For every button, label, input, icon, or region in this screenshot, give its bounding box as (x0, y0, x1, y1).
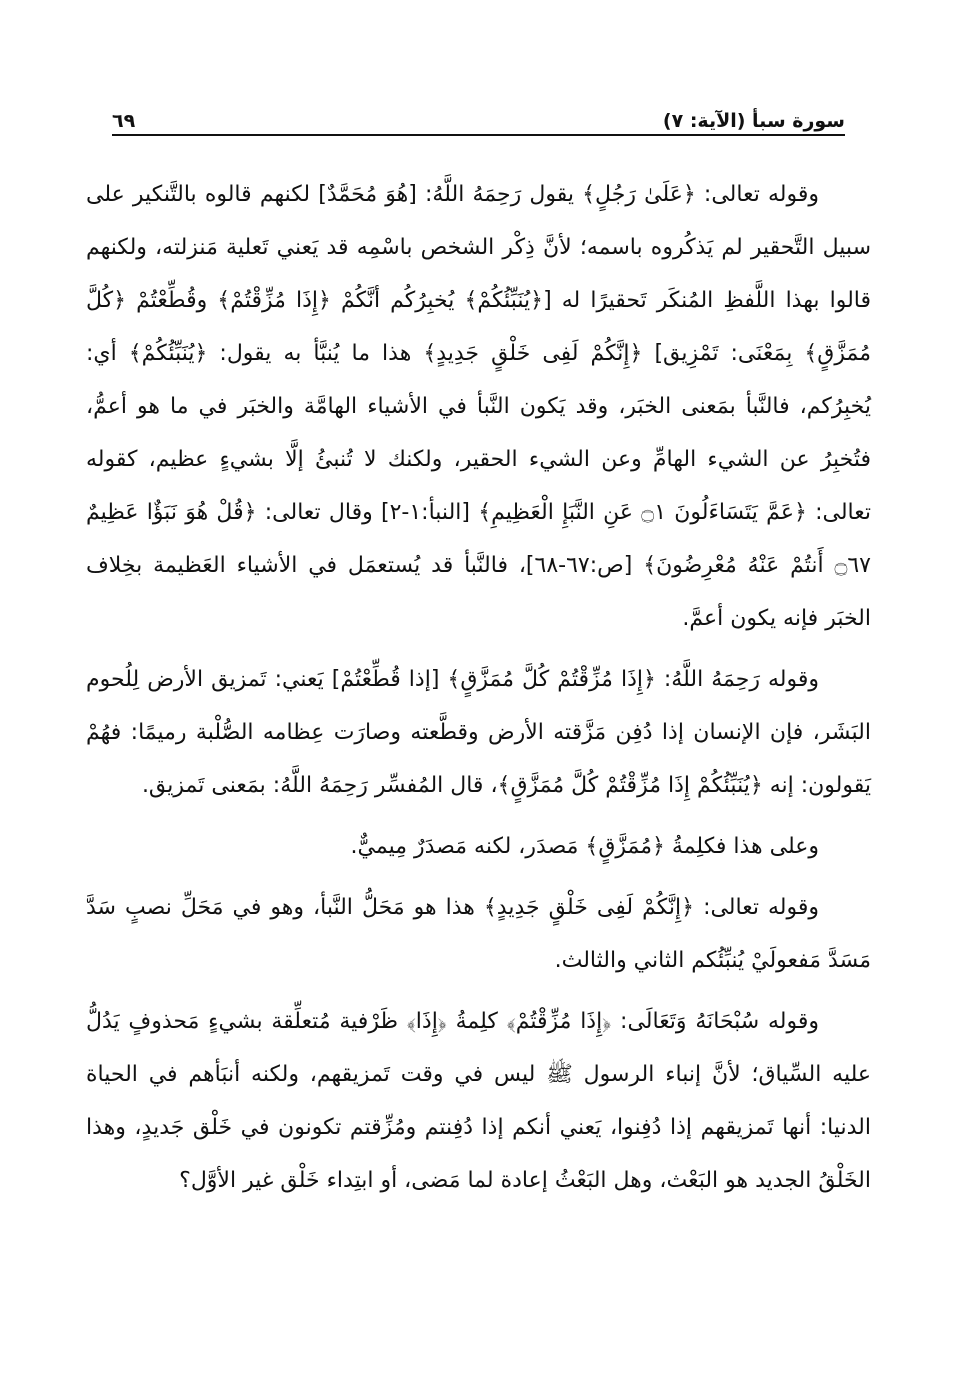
body-text (86, 168, 871, 1215)
surah-title: سورة سبأ (الآية: ٧) (662, 110, 845, 132)
paragraph: وقوله تعالى: ﴿إِنَّكُمْ لَفِى خَلْقٍ جَدِيدٍ﴾ هذا هو مَحَلُّ النَّبأ، وهو في مَحَلِّ نصبٍ سَدَّ مَسَدَّ مَفعولَيْ يُنبِّئُكم الثاني والثالث. (86, 895, 871, 973)
page-number: ٦٩ (112, 110, 136, 132)
running-head (112, 98, 845, 132)
paragraph: وقوله رَحِمَهُ اللَّهُ: ﴿إِذَا مُزِّقْتُمْ كُلَّ مُمَزَّقٍ﴾ [إذا قُطِّعْتُمْ] يَعني: تَمزيق الأرض لِلُحوم البَشَر، فإن الإنسان إذا دُفِن مَزَّقته الأرض وقطَّعته وصارَت عِظامه الصُّلْبة رميمًا: فهُمْ يَقولون: إنه ﴿يُنَبِّئُكُمْ إِذَا مُزِّقْتُمْ كُلَّ مُمَزَّقٍ﴾، قال المُفسِّر رَحِمَهُ اللَّهُ: بمَعنى تَمزيق. (86, 667, 871, 798)
paragraph: وعلى هذا فكلِمةُ ﴿مُمَزَّقٍ﴾ مَصدَر، لكنه مَصدَرٌ مِيميٌّ. (350, 834, 819, 859)
header-rule (112, 134, 845, 136)
paragraph: وقوله تعالى: ﴿عَلَىٰ رَجُلٍ﴾ يقول رَحِمَهُ اللَّهُ: [هُوَ مُحَمَّدٌ] لكنهم قالوه بالتَّنكير على سبيل التَّحقير لم يَذكُروه باسمه؛ لأنَّ ذِكْر الشخص باسْمِه قد يَعني تَعلية مَنزلته، ولكنهم قالوا بهذا اللَّفظِ المُنكَر تَحقيرًا له [﴿يُنَبِّئُكُمْ﴾ يُخبِرُكُم أنَّكُمْ ﴿إِذَا مُزِّقْتُمْ﴾ وقُطِّعْتُمْ ﴿كُلَّ مُمَزَّقٍ﴾ بِمَعْنَى: تَمْزِيق] ﴿إِنَّكُمْ لَفِى خَلْقٍ جَدِيدٍ﴾ هذا ما يُنبَّأ به يقول: ﴿يُنَبِّئُكُمْ﴾ أي: يُخبِرُكم، فالنَّبأ بمَعنى الخبَر، وقد يَكون النَّبأ في الأشياء الهامَّة والخبَر في ما هو أعمُّ، فتُخبِرُ عن الشيء الهامِّ وعن الشيء الحقير، ولكنك لا تُنبئُ إلَّا بشيءٍ عظيم، كقوله تعالى: ﴿عَمَّ يَتَسَاءَلُونَ ۝١ عَنِ النَّبَإِ الْعَظِيمِ﴾ [النبأ:١-٢] وقال تعالى: ﴿قُلْ هُوَ نَبَؤٌا عَظِيمٌ ۝٦٧ أَنتُمْ عَنْهُ مُعْرِضُونَ﴾ [ص:٦٧-٦٨]، فالنَّبأ قد يُستعمَل في الأشياء العَظيمة بخِلاف الخبَر فإنه يكون أعمَّ. (86, 182, 871, 631)
paragraph: وقوله سُبْحَانَهُ وَتَعَالَى: ﴿إِذَا مُزِّقْتُمْ﴾ كلِمةُ ﴿إِذَا﴾ ظَرْفية مُتعلِّقة بشيءٍ مَحذوفٍ يَدُلُّ عليه السِّياق؛ لأنَّ إنباء الرسول ﷺ ليس في وقت تَمزيقهم، ولكنه أنبَأهم في الحياة الدنيا: أنها تَمزيقهم إذا دُفِنوا، يَعني أنكم إذا دُفِنتم ومُزِّقتم تكونون في خَلْق جَديدٍ، وهذا الخَلْقُ الجديد هو البَعْث، وهل البَعْثُ إعادة لما مَضى، أو ابتِداء خَلْق غير الأوَّل؟ (86, 1009, 871, 1193)
